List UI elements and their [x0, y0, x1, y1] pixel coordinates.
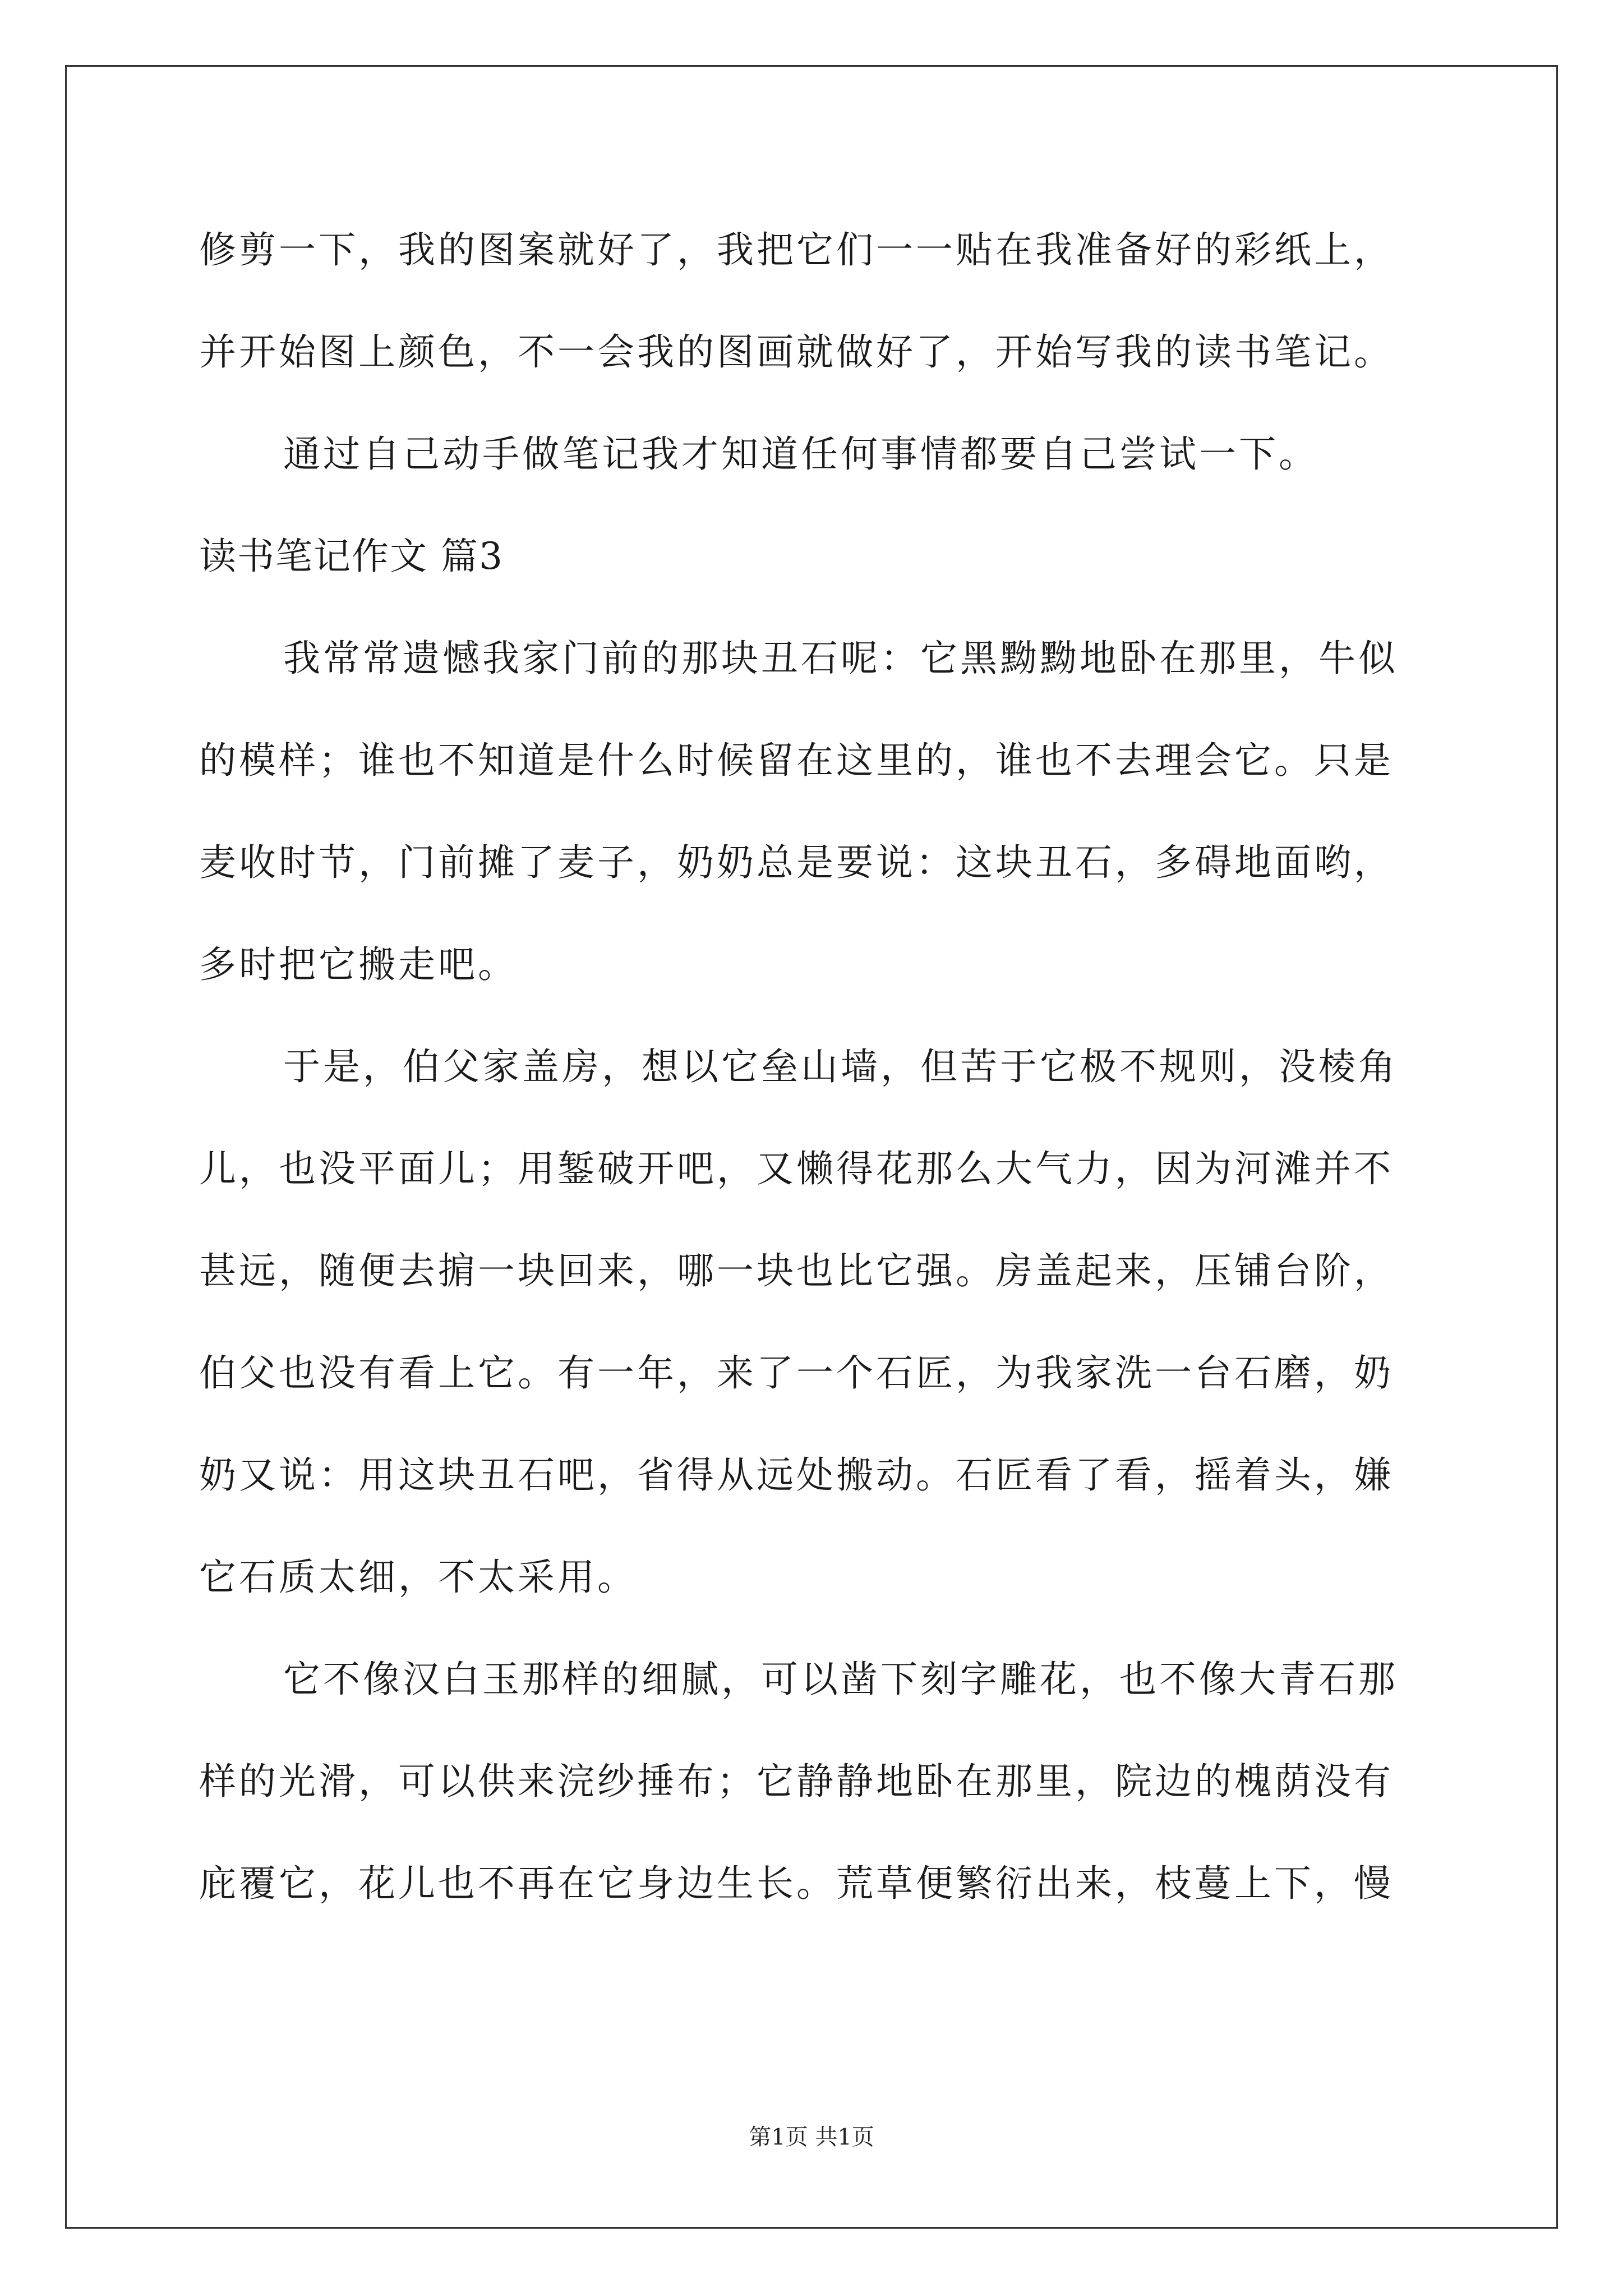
- text-line: 甚远，随便去掮一块回来，哪一块也比它强。房盖起来，压铺台阶，: [199, 1249, 1394, 1292]
- text-line: 伯父也没有看上它。有一年，来了一个石匠，为我家洗一台石磨，奶: [199, 1351, 1394, 1395]
- paragraph-line: 我常常遗憾我家门前的那块丑石呢：它黑黝黝地卧在那里，牛似: [283, 637, 1398, 680]
- paragraph-line: 它不像汉白玉那样的细腻，可以凿下刻字雕花，也不像大青石那: [283, 1658, 1398, 1701]
- text-line: 儿，也没平面儿；用錾破开吧，又懒得花那么大气力，因为河滩并不: [199, 1147, 1394, 1190]
- text-line: 庇覆它，花儿也不再在它身边生长。荒草便繁衍出来，枝蔓上下，慢: [199, 1862, 1394, 1905]
- text-line: 并开始图上颜色，不一会我的图画就做好了，开始写我的读书笔记。: [199, 330, 1394, 374]
- section-heading: 读书笔记作文 篇3: [199, 535, 504, 578]
- text-line: 的模样；谁也不知道是什么时候留在这里的，谁也不去理会它。只是: [199, 739, 1394, 782]
- text-line: 麦收时节，门前摊了麦子，奶奶总是要说：这块丑石，多碍地面哟，: [199, 841, 1394, 884]
- text-line: 它石质太细，不太采用。: [199, 1556, 637, 1599]
- text-line: 奶又说：用这块丑石吧，省得从远处搬动。石匠看了看，摇着头，嫌: [199, 1453, 1394, 1497]
- text-line: 多时把它搬走吧。: [199, 943, 518, 986]
- document-body: [199, 199, 1433, 1935]
- text-line: 样的光滑，可以供来浣纱捶布；它静静地卧在那里，院边的槐荫没有: [199, 1760, 1394, 1803]
- paragraph-line: 通过自己动手做笔记我才知道任何事情都要自己尝试一下。: [283, 432, 1318, 476]
- paragraph-line: 于是，伯父家盖房，想以它垒山墙，但苦于它极不规则，没棱角: [283, 1045, 1398, 1088]
- text-line: 修剪一下，我的图案就好了，我把它们一一贴在我准备好的彩纸上，: [199, 228, 1394, 272]
- page-number-footer: 第1页 共1页: [749, 2124, 874, 2150]
